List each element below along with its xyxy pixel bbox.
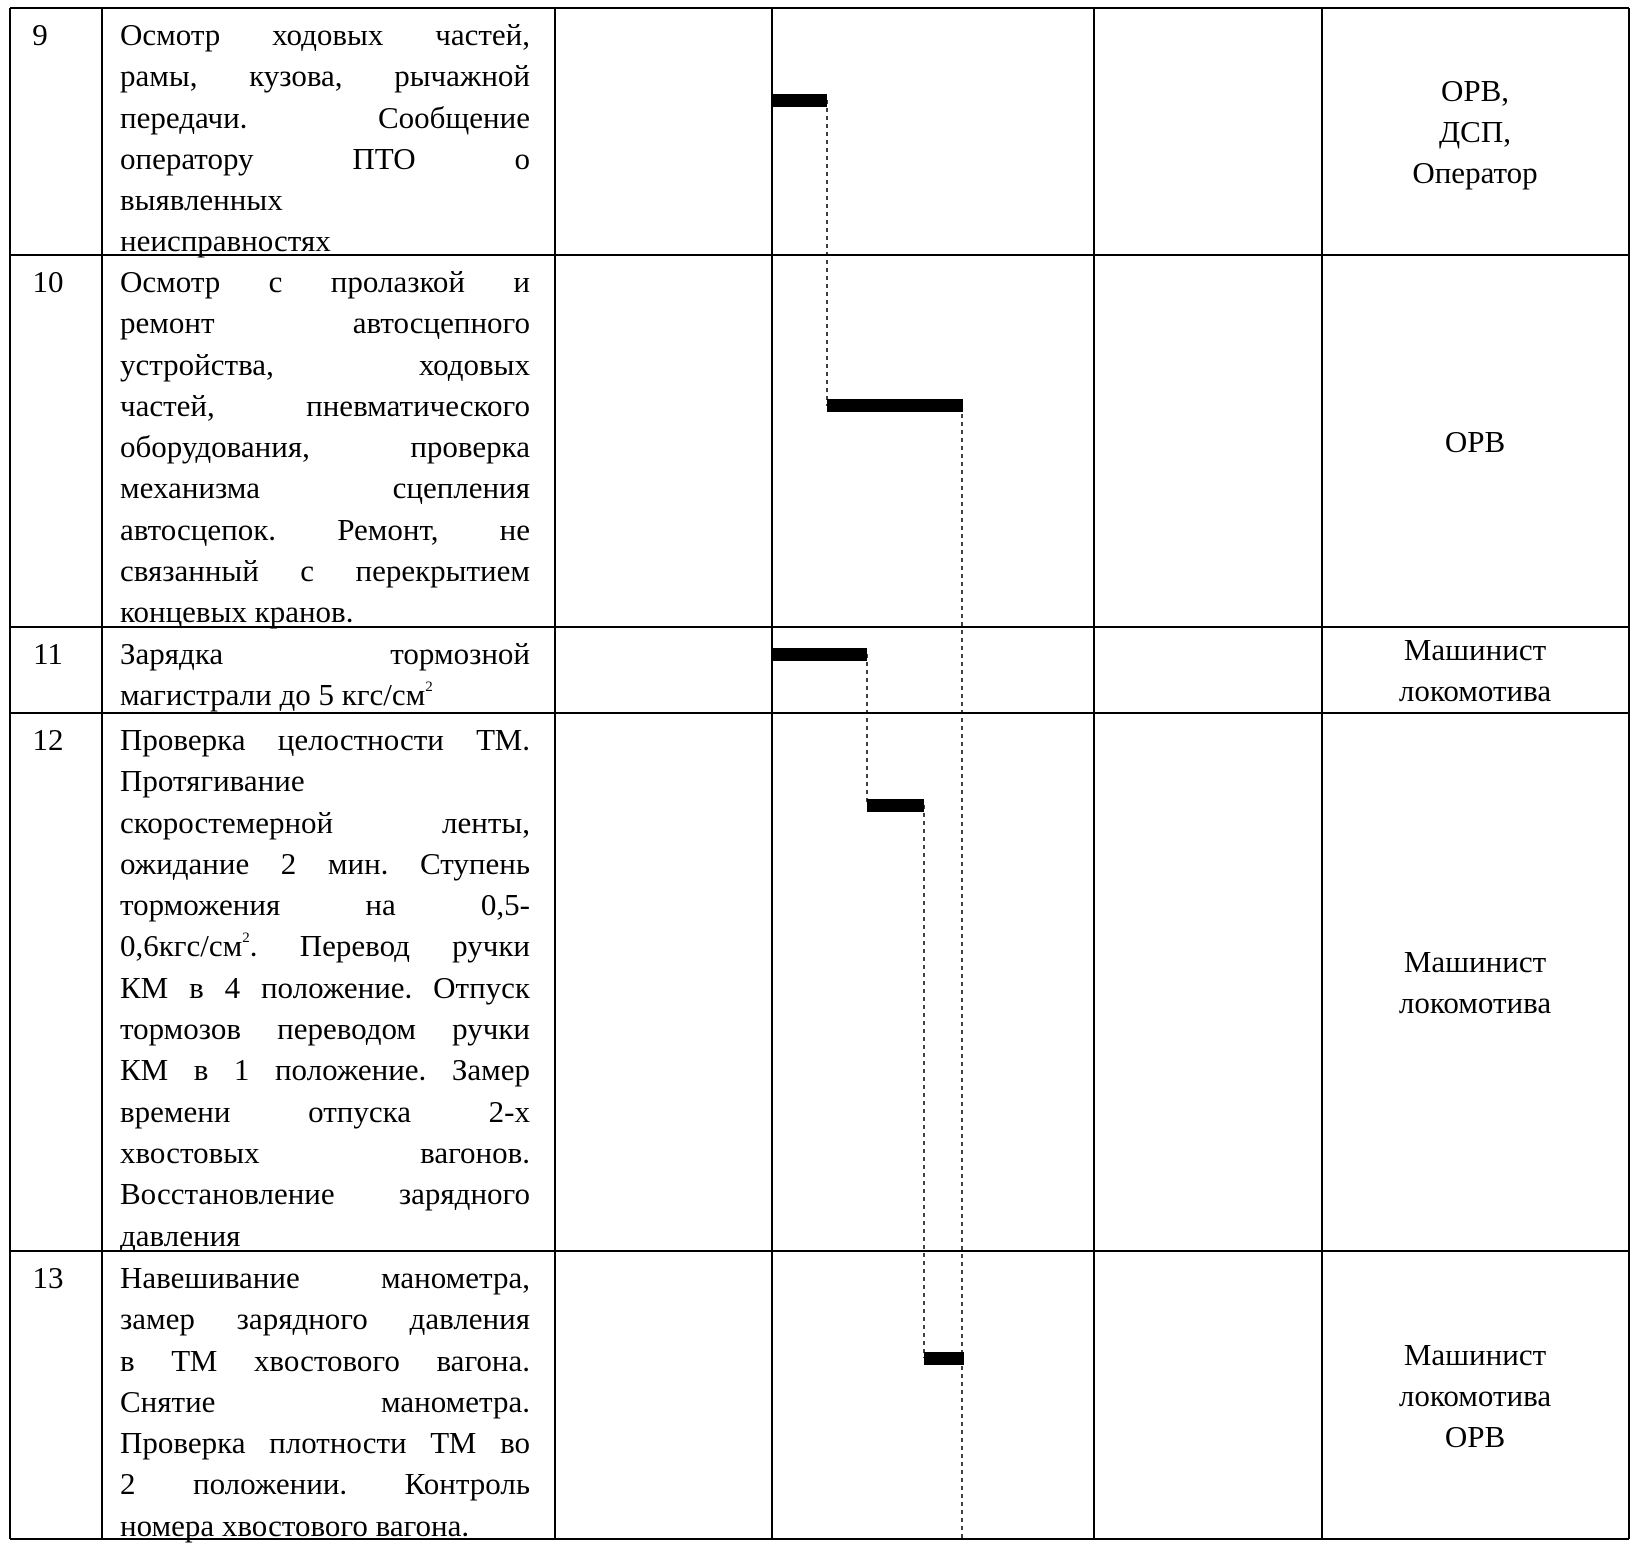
description-line: концевых кранов.: [120, 594, 354, 630]
description-line: оператору ПТО о: [120, 140, 530, 176]
responsible-line: локомотива: [1398, 1377, 1552, 1413]
row-number: 13: [32, 1260, 64, 1295]
responsible-line: ОРВ: [1444, 423, 1506, 459]
description-line: Снятие манометра.: [120, 1383, 530, 1419]
row-number: 10: [32, 264, 64, 299]
gantt-bar: [772, 94, 827, 107]
description-line: автосцепок. Ремонт, не: [120, 511, 530, 547]
gantt-bar: [867, 799, 924, 812]
responsible-line: ОРВ,: [1440, 73, 1510, 108]
row-number: 11: [33, 636, 63, 671]
description-line: частей, пневматического: [120, 387, 530, 423]
description-line: устройства, ходовых: [120, 346, 530, 382]
description-line: рамы, кузова, рычажной: [120, 58, 530, 94]
description-line: механизма сцепления: [120, 470, 530, 506]
description-line: КМ в 4 положение. Отпуск: [120, 969, 530, 1005]
description-line: в ТМ хвостового вагона.: [120, 1342, 530, 1378]
description-line: Восстановление зарядного: [120, 1176, 530, 1212]
responsible-line: Машинист: [1403, 944, 1547, 979]
description-line: 2 положении. Контроль: [120, 1466, 530, 1502]
superscript: 2: [425, 679, 433, 696]
gantt-bar: [827, 399, 963, 412]
description-line: магистрали до 5 кгс/$см^2$: [120, 677, 433, 713]
description-line: замер зарядного давления: [120, 1301, 530, 1337]
description-line: ожидание 2 мин. Ступень: [120, 845, 530, 881]
responsible-line: локомотива: [1398, 985, 1552, 1020]
description-line: связанный с перекрытием: [120, 553, 530, 589]
description-line: выявленных: [120, 182, 283, 218]
description-line: номера хвостового вагона.: [120, 1507, 470, 1543]
responsible-line: локомотива: [1398, 673, 1552, 708]
description-line: передачи. Сообщение: [120, 99, 530, 135]
description-line: времени отпуска 2-х: [120, 1093, 530, 1129]
responsible-line: Машинист: [1403, 1336, 1547, 1372]
description-line: хвостовых вагонов.: [120, 1134, 530, 1170]
description-line: Проверка плотности ТМ во: [120, 1425, 530, 1461]
table-borders: [10, 8, 1629, 1539]
responsible-line: ОРВ: [1444, 1418, 1506, 1454]
responsible-line: Оператор: [1412, 155, 1538, 190]
responsible-line: Машинист: [1403, 632, 1547, 667]
row-number: 12: [32, 722, 64, 757]
description-line: Протягивание: [120, 763, 305, 799]
description-line: скоростемерной ленты,: [120, 804, 530, 840]
description-line: Осмотр с пролазкой и: [120, 264, 530, 299]
gantt-dependency-lines: [827, 100, 962, 1539]
description-line: Навешивание манометра,: [120, 1260, 530, 1295]
description-line: тормозов переводом ручки: [120, 1011, 530, 1047]
description-line: $0,6кгс/см^2$. Перевод ручки: [120, 928, 530, 964]
superscript: 2: [242, 930, 250, 947]
description-line: оборудования, проверка: [120, 429, 530, 465]
description-line: неисправностях: [120, 223, 331, 259]
description-line: КМ в 1 положение. Замер: [120, 1052, 530, 1088]
gantt-bar: [772, 648, 867, 661]
description-line: давления: [120, 1217, 241, 1253]
description-line: Осмотр ходовых частей,: [120, 17, 530, 52]
description-line: Проверка целостности ТМ.: [120, 722, 530, 757]
gantt-bars: [772, 94, 964, 1365]
responsible-line: ДСП,: [1439, 114, 1511, 149]
description-line: Зарядка тормозной: [120, 636, 530, 671]
description-line: торможения на 0,5-: [120, 887, 530, 923]
description-line: ремонт автосцепного: [120, 305, 530, 341]
gantt-bar: [924, 1352, 964, 1365]
row-number: 9: [32, 17, 48, 52]
